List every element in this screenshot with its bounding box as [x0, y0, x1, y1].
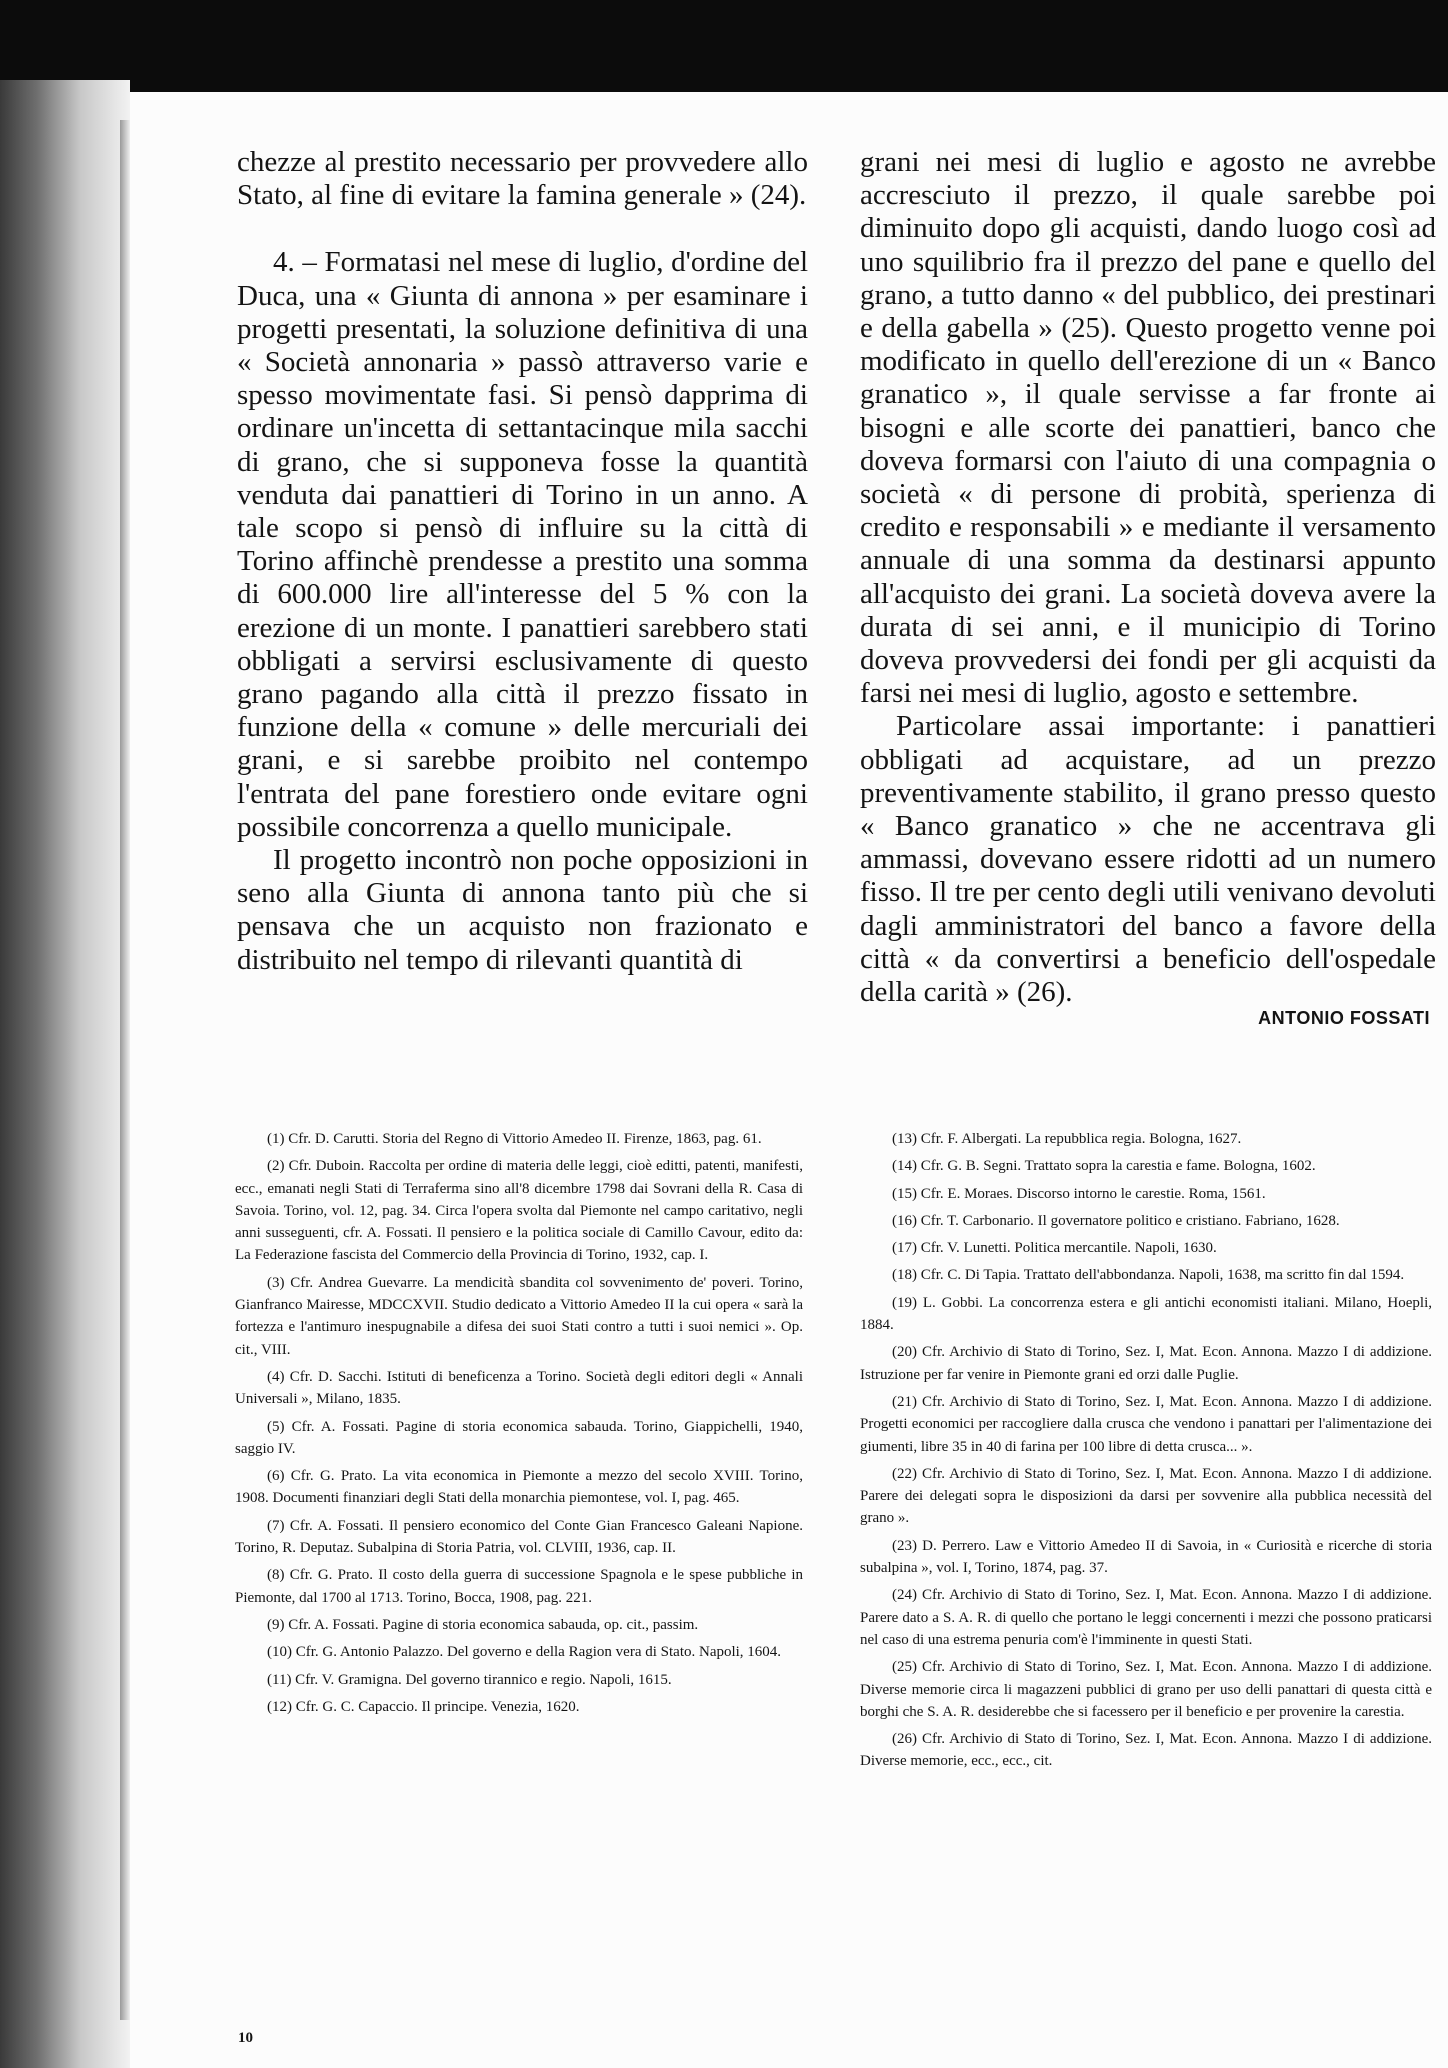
footnote: (5) Cfr. A. Fossati. Pagine di storia economica sabauda. Torino, Giappichelli, 1940, saggio IV.	[235, 1418, 803, 1457]
footnotes-column-left	[235, 1128, 803, 1723]
footnote: (7) Cfr. A. Fossati. Il pensiero economico del Conte Gian Francesco Galeani Napione. Torino, R. Deputaz. Subalpina di Storia Patria, vol. CLVIII, 1936, cap. II.	[235, 1517, 803, 1557]
footnote: (24) Cfr. Archivio di Stato di Torino, Sez. I, Mat. Econ. Annona. Mazzo I di addizione. Parere dato a S. A. R. di quello che portano le leggi concernenti i mezzi che possono praticarsi nel caso di una estrema penuria com'è l'imminente in questi Stati.	[860, 1587, 1432, 1648]
footnote: (10) Cfr. G. Antonio Palazzo. Del governo e della Ragion vera di Stato. Napoli, 1604.	[267, 1644, 782, 1661]
footnote: (13) Cfr. F. Albergati. La repubblica regia. Bologna, 1627.	[892, 1131, 1242, 1147]
footnote: (19) L. Gobbi. La concorrenza estera e gli antichi economisti italiani. Milano, Hoepli, 1884.	[860, 1294, 1432, 1334]
page-number: 10	[238, 2030, 253, 2046]
footnote: (23) D. Perrero. Law e Vittorio Amedeo II di Savoia, in « Curiosità e ricerche di storia subalpina », vol. I, Torino, 1874, pag. 37.	[860, 1537, 1432, 1577]
footnote: (26) Cfr. Archivio di Stato di Torino, Sez. I, Mat. Econ. Annona. Mazzo I di addizione. Diverse memorie, ecc., ecc., cit.	[860, 1731, 1432, 1770]
footnote: (4) Cfr. D. Sacchi. Istituti di beneficenza a Torino. Società degli editori degli « Annali Universali », Milano, 1835.	[235, 1368, 803, 1408]
footnote: (1) Cfr. D. Carutti. Storia del Regno di Vittorio Amedeo II. Firenze, 1863, pag. 61.	[267, 1131, 762, 1147]
footnote: (3) Cfr. Andrea Guevarre. La mendicità sbandita col sovvenimento de' poveri. Torino, Gianfranco Mairesse, MDCCXVII. Studio dedicato a Vittorio Amedeo II la cui opera « sarà la fortezza e l'antimuro inespugnabile a difesa dei suoi Stati contro a tutti i suoi nemici ». Op. cit., VIII.	[235, 1274, 803, 1358]
body-column-right	[860, 146, 1436, 1009]
book-gutter-shadow	[0, 80, 130, 2068]
author-signature: ANTONIO FOSSATI	[1258, 1008, 1430, 1028]
footnote: (17) Cfr. V. Lunetti. Politica mercantile. Napoli, 1630.	[892, 1240, 1217, 1257]
footnote: (21) Cfr. Archivio di Stato di Torino, Sez. I, Mat. Econ. Annona. Mazzo I di addizione. Progetti economici per raccogliere dalla crusca che vendono i panattari per l'alimentazione dei giumenti, libre 35 in 40 di farina per 100 libre di detta crusca... ».	[860, 1393, 1432, 1455]
paragraph: 4. – Formatasi nel mese di luglio, d'ordine del Duca, una « Giunta di annona » per esaminare i progetti presentati, la soluzione definitiva di una « Società annonaria » passò attraverso varie e spesso movimentate fasi. Si pensò dapprima di ordinare un'incetta di settantacinque mila sacchi di grano, che si supponeva fosse la quantità venduta dai panattieri di Torino in un anno. A tale scopo si pensò di influire su la città di Torino affinchè prendesse a prestito una somma di 600.000 lire all'interesse del 5 % con la erezione di un monte. I panattieri sarebbero stati obbligati a servirsi esclusivamente di questo grano pagando alla città il prezzo fissato in funzione della « comune » delle mercuriali dei grani, e si sarebbe proibito nel contempo l'entrata del pane forestiero onde evitare ogni possibile concorrenza a quello municipale.	[237, 246, 808, 843]
footnote: (14) Cfr. G. B. Segni. Trattato sopra la carestia e fame. Bologna, 1602.	[892, 1158, 1316, 1175]
footnote: (22) Cfr. Archivio di Stato di Torino, Sez. I, Mat. Econ. Annona. Mazzo I di addizione. Parere dei delegati sopra le disposizioni da darsi per sovvenire alla pubblica necessità del grano ».	[860, 1465, 1432, 1527]
body-column-left	[237, 146, 808, 977]
footnote: (6) Cfr. G. Prato. La vita economica in Piemonte a mezzo del secolo XVIII. Torino, 1908. Documenti finanziari degli Stati della monarchia piemontese, vol. I, pag. 465.	[235, 1468, 803, 1507]
paragraph: Particolare assai importante: i panattieri obbligati ad acquistare, ad un prezzo preventivamente stabilito, il grano presso questo « Banco granatico » che ne accentrava gli ammassi, dovevano essere ridotti ad un numero fisso. Il tre per cento degli utili venivano devoluti dagli amministratori del banco a favore della città « da convertirsi a beneficio dell'ospedale della carità » (26).	[860, 710, 1436, 1009]
page-edge	[120, 120, 130, 2020]
footnote: (16) Cfr. T. Carbonario. Il governatore politico e cristiano. Fabriano, 1628.	[892, 1212, 1340, 1229]
footnote: (2) Cfr. Duboin. Raccolta per ordine di materia delle leggi, cioè editti, patenti, manifesti, ecc., emanati negli Stati di Terraferma sino all'8 dicembre 1798 dai Sovrani della R. Casa di Savoia. Torino, vol. 12, pag. 34. Circa l'opera svolta dal Piemonte nel campo caritativo, negli anni susseguenti, cfr. A. Fossati. Il pensiero e la politica sociale di Camillo Cavour, edito da: La Federazione fascista del Commercio della Provincia di Torino, 1932, cap. I.	[235, 1158, 803, 1264]
footnote: (18) Cfr. C. Di Tapia. Trattato dell'abbondanza. Napoli, 1638, ma scritto fin dal 1594.	[892, 1267, 1405, 1284]
footnote: (12) Cfr. G. C. Capaccio. Il principe. Venezia, 1620.	[267, 1698, 580, 1715]
footnote: (8) Cfr. G. Prato. Il costo della guerra di successione Spagnola e le spese pubbliche in Piemonte, dal 1700 al 1713. Torino, Bocca, 1908, pag. 221.	[235, 1567, 803, 1606]
paragraph: grani nei mesi di luglio e agosto ne avrebbe accresciuto il prezzo, il quale sarebbe poi diminuito dopo gli acquisti, dando luogo così ad uno squilibrio fra il prezzo del pane e quello del grano, a tutto danno « del pubblico, dei prestinari e della gabella » (25). Questo progetto venne poi modificato in quello dell'erezione di un « Banco granatico », il quale servisse a far fronte ai bisogni e alle scorte dei panattieri, banco che doveva formarsi con l'aiuto di una compagnia o società « di persone di probità, sperienza di credito e responsabili » e mediante il versamento annuale di una somma da destinarsi appunto all'acquisto dei grani. La società doveva avere la durata di sei anni, e il municipio di Torino doveva provvedersi dei fondi per gli acquisti da farsi nei mesi di luglio, agosto e settembre.	[860, 146, 1436, 710]
paragraph: Il progetto incontrò non poche opposizioni in seno alla Giunta di annona tanto più che si pensava che un acquisto non frazionato e distribuito nel tempo di rilevanti quantità di	[237, 844, 808, 976]
footnote: (25) Cfr. Archivio di Stato di Torino, Sez. I, Mat. Econ. Annona. Mazzo I di addizione. Diverse memorie circa li magazzeni pubblici di grano per uso delli panattari di questa città e borghi che S. A. R. desiderebbe che si facessero per il beneficio e per provenire la carestia.	[860, 1659, 1432, 1720]
footnote: (20) Cfr. Archivio di Stato di Torino, Sez. I, Mat. Econ. Annona. Mazzo I di addizione. Istruzione per far venire in Piemonte grani ed orzi dalle Puglie.	[860, 1344, 1432, 1383]
footnote: (9) Cfr. A. Fossati. Pagine di storia economica sabauda, op. cit., passim.	[267, 1616, 699, 1633]
footnote: (11) Cfr. V. Gramigna. Del governo tirannico e regio. Napoli, 1615.	[267, 1671, 672, 1688]
scan-top-border	[0, 0, 1448, 92]
paragraph: chezze al prestito necessario per provvedere allo Stato, al fine di evitare la famina generale » (24).	[237, 146, 808, 212]
footnote: (15) Cfr. E. Moraes. Discorso intorno le carestie. Roma, 1561.	[892, 1185, 1266, 1202]
footnotes-column-right	[860, 1128, 1432, 1778]
